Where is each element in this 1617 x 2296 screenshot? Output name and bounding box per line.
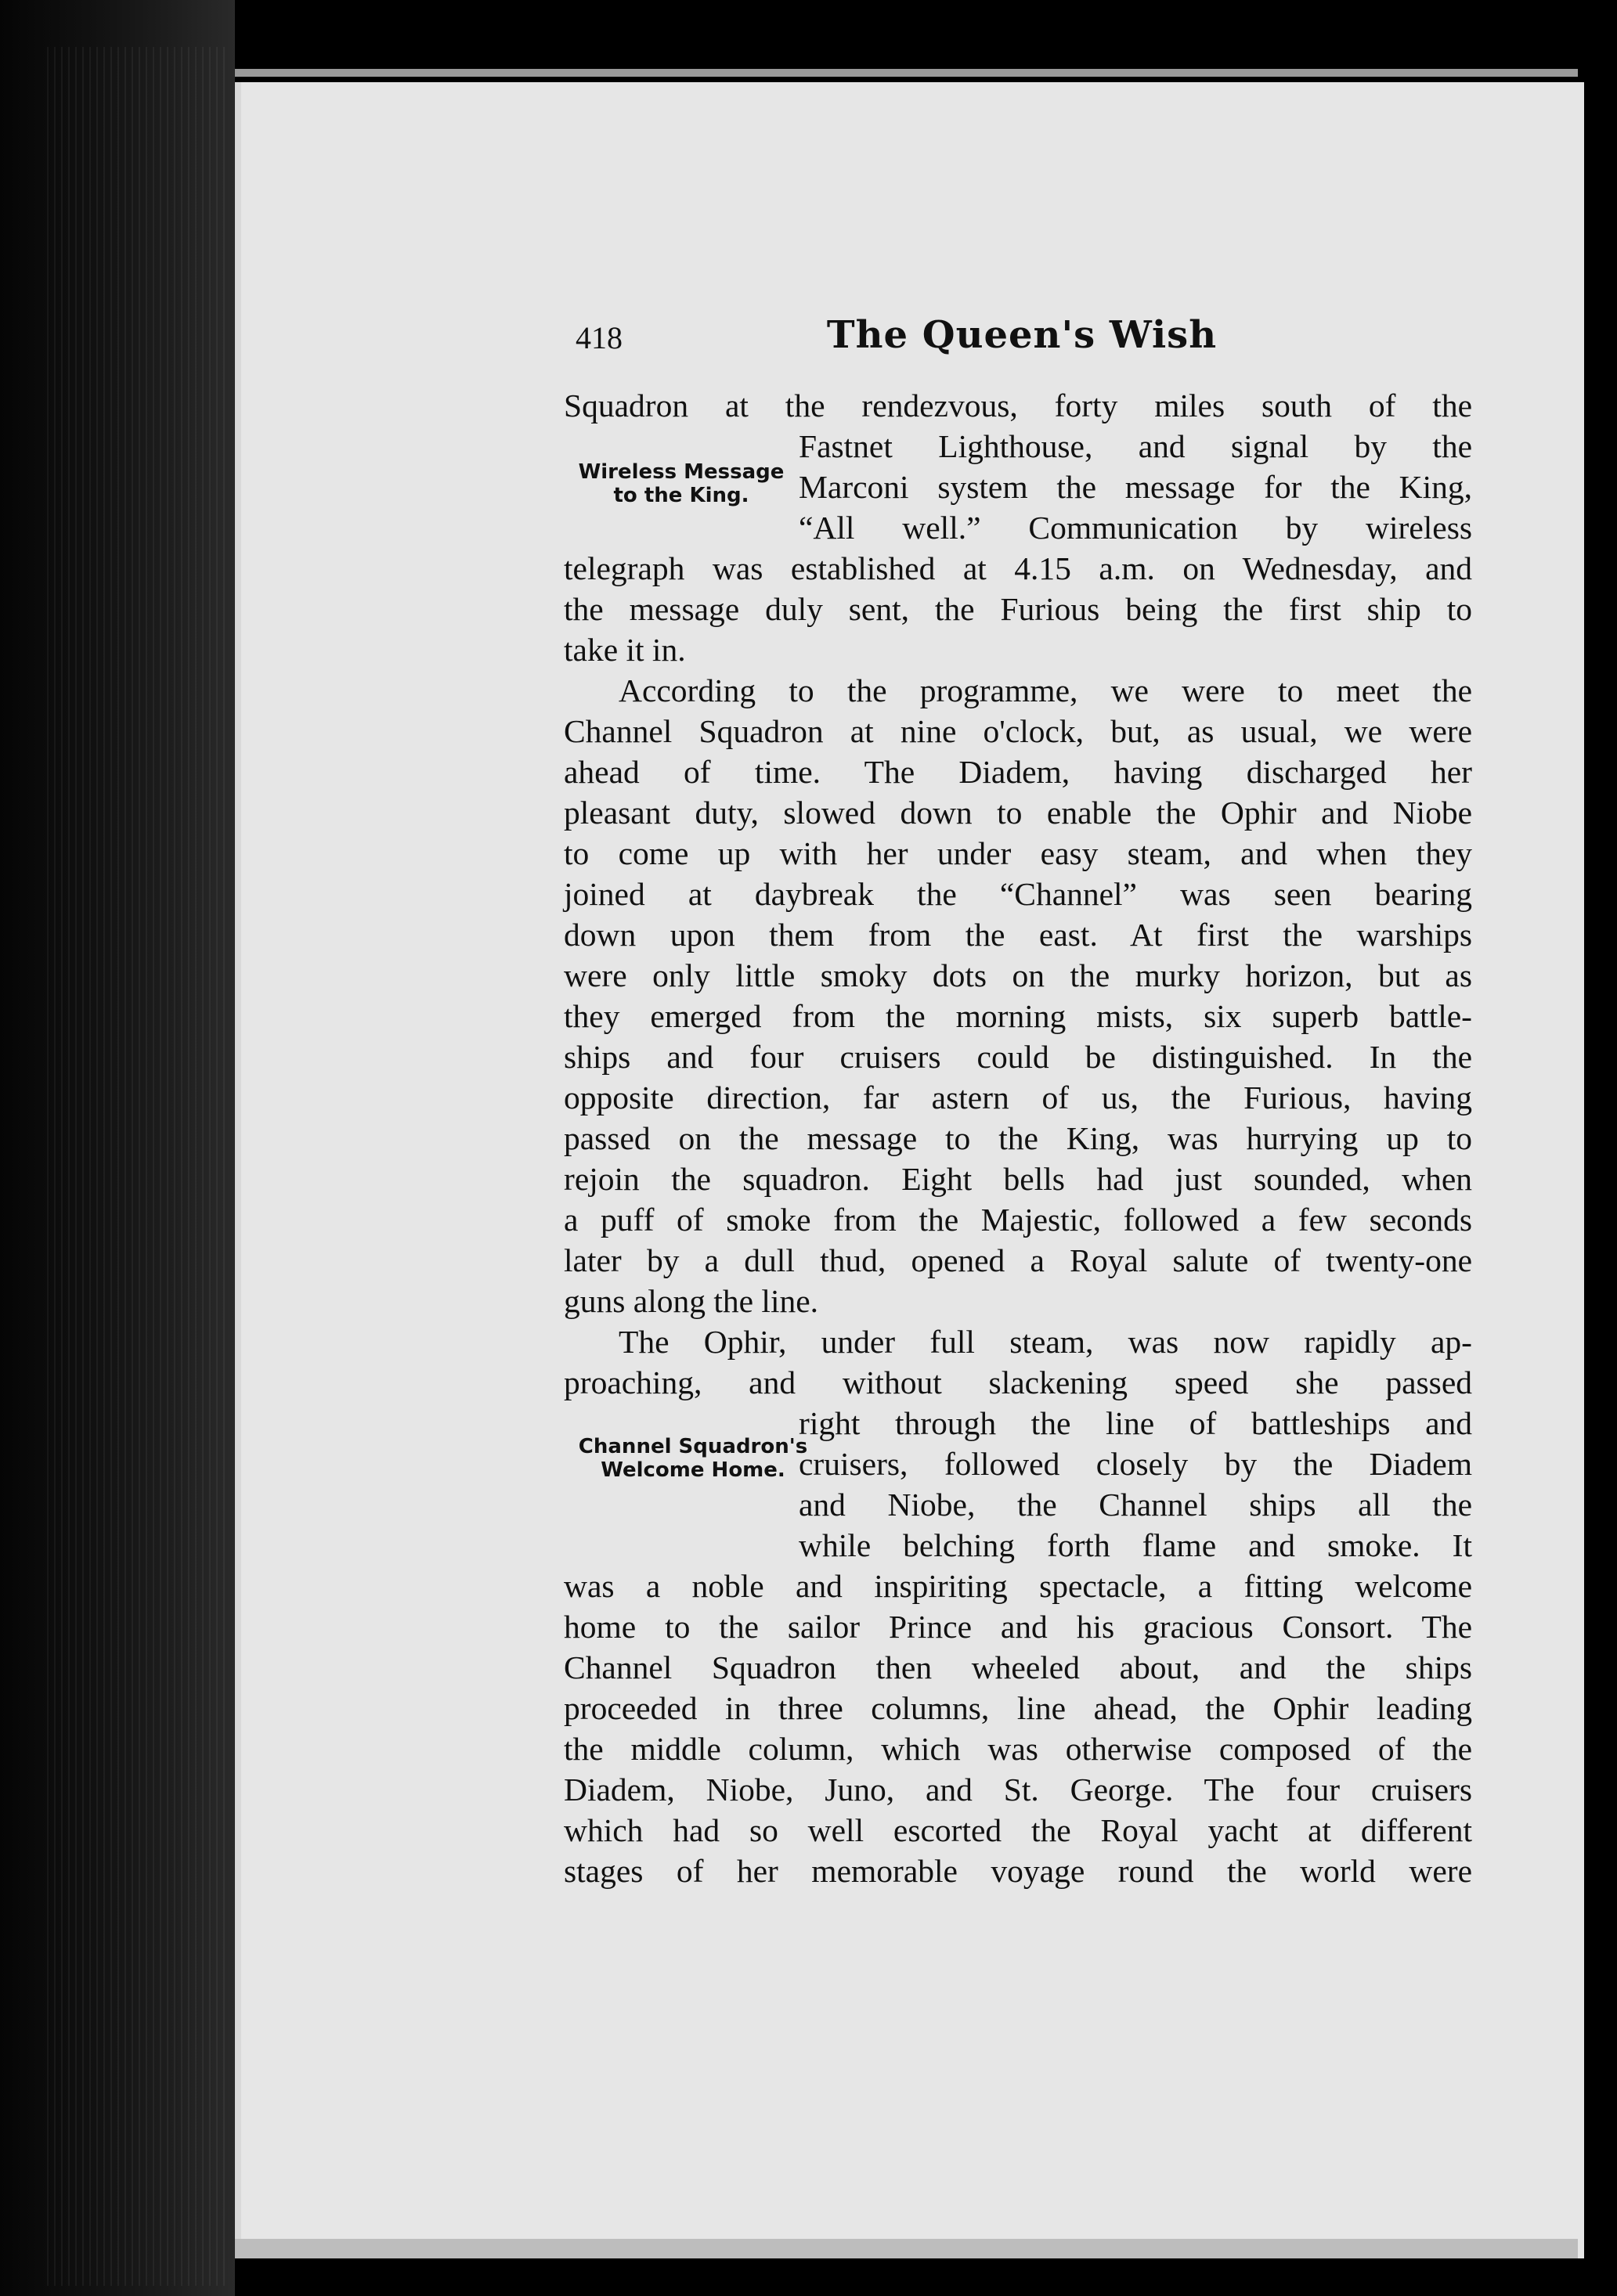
text-line: Channel Squadron then wheeled about, and the ships	[564, 1649, 1472, 1685]
text-line: later by a dull thud, opened a Royal salute of twenty-one	[564, 1242, 1472, 1278]
text-line: cruisers, followed closely by the Diadem	[799, 1446, 1472, 1482]
text-line: opposite direction, far astern of us, the Furious, having	[564, 1080, 1472, 1116]
text-line: joined at daybreak the “Channel” was seen bearing	[564, 876, 1472, 912]
text-line: home to the sailor Prince and his gracious Consort. The	[564, 1609, 1472, 1645]
sidenote-wireless-message: Wireless Message to the King.	[578, 460, 785, 507]
text-line: which had so well escorted the Royal yacht at different	[564, 1812, 1472, 1848]
text-line: stages of her memorable voyage round the world were	[564, 1853, 1472, 1889]
text-line: ships and four cruisers could be distinguished. In the	[564, 1039, 1472, 1075]
text-line: Squadron at the rendezvous, forty miles south of the	[564, 387, 1472, 424]
text-line: pleasant duty, slowed down to enable the Ophir and Niobe	[564, 795, 1472, 831]
text-line: and Niobe, the Channel ships all the	[799, 1487, 1472, 1523]
text-line: was a noble and inspiriting spectacle, a fitting welcome	[564, 1568, 1472, 1604]
text-line: were only little smoky dots on the murky horizon, but as	[564, 957, 1472, 993]
text-line: Diadem, Niobe, Juno, and St. George. The four cruisers	[564, 1772, 1472, 1808]
page-header	[576, 313, 1468, 368]
text-line: while belching forth flame and smoke. It	[799, 1527, 1472, 1563]
text-line: Channel Squadron at nine o'clock, but, as usual, we were	[564, 713, 1472, 749]
page-edges	[47, 47, 227, 2286]
text-line: right through the line of battleships and	[799, 1405, 1472, 1441]
text-line: rejoin the squadron. Eight bells had just sounded, when	[564, 1161, 1472, 1197]
text-line: the middle column, which was otherwise composed of the	[564, 1731, 1472, 1767]
body-text	[564, 385, 1472, 1891]
book-spine	[0, 0, 235, 2296]
text-line: “All well.” Communication by wireless	[799, 510, 1472, 546]
text-line: telegraph was established at 4.15 a.m. on Wednesday, and	[564, 550, 1472, 586]
sidenote-channel-squadron: Channel Squadron's Welcome Home.	[578, 1435, 808, 1482]
text-line: a puff of smoke from the Majestic, followed a few seconds	[564, 1202, 1472, 1238]
text-line: they emerged from the morning mists, six superb battle-	[564, 998, 1472, 1034]
page-top-edge	[235, 69, 1578, 77]
text-line: According to the programme, we were to meet the	[619, 672, 1472, 708]
text-line: down upon them from the east. At first the warships	[564, 917, 1472, 953]
text-line: ahead of time. The Diadem, having discharged her	[564, 754, 1472, 790]
text-line: guns along the line.	[564, 1283, 819, 1319]
text-line: Fastnet Lighthouse, and signal by the	[799, 428, 1472, 464]
text-line: passed on the message to the King, was hurrying up to	[564, 1120, 1472, 1156]
running-title: The Queen's Wish	[826, 313, 1218, 357]
text-line: the message duly sent, the Furious being the first ship to	[564, 591, 1472, 627]
text-line: The Ophir, under full steam, was now rapidly ap-	[619, 1324, 1472, 1360]
text-line: to come up with her under easy steam, and when they	[564, 835, 1472, 871]
text-line: take it in.	[564, 632, 686, 668]
page-bottom-edge	[235, 2239, 1578, 2258]
page-number: 418	[576, 320, 623, 355]
text-line: Marconi system the message for the King,	[799, 469, 1472, 505]
text-line: proaching, and without slackening speed she passed	[564, 1364, 1472, 1400]
text-line: proceeded in three columns, line ahead, the Ophir leading	[564, 1690, 1472, 1726]
